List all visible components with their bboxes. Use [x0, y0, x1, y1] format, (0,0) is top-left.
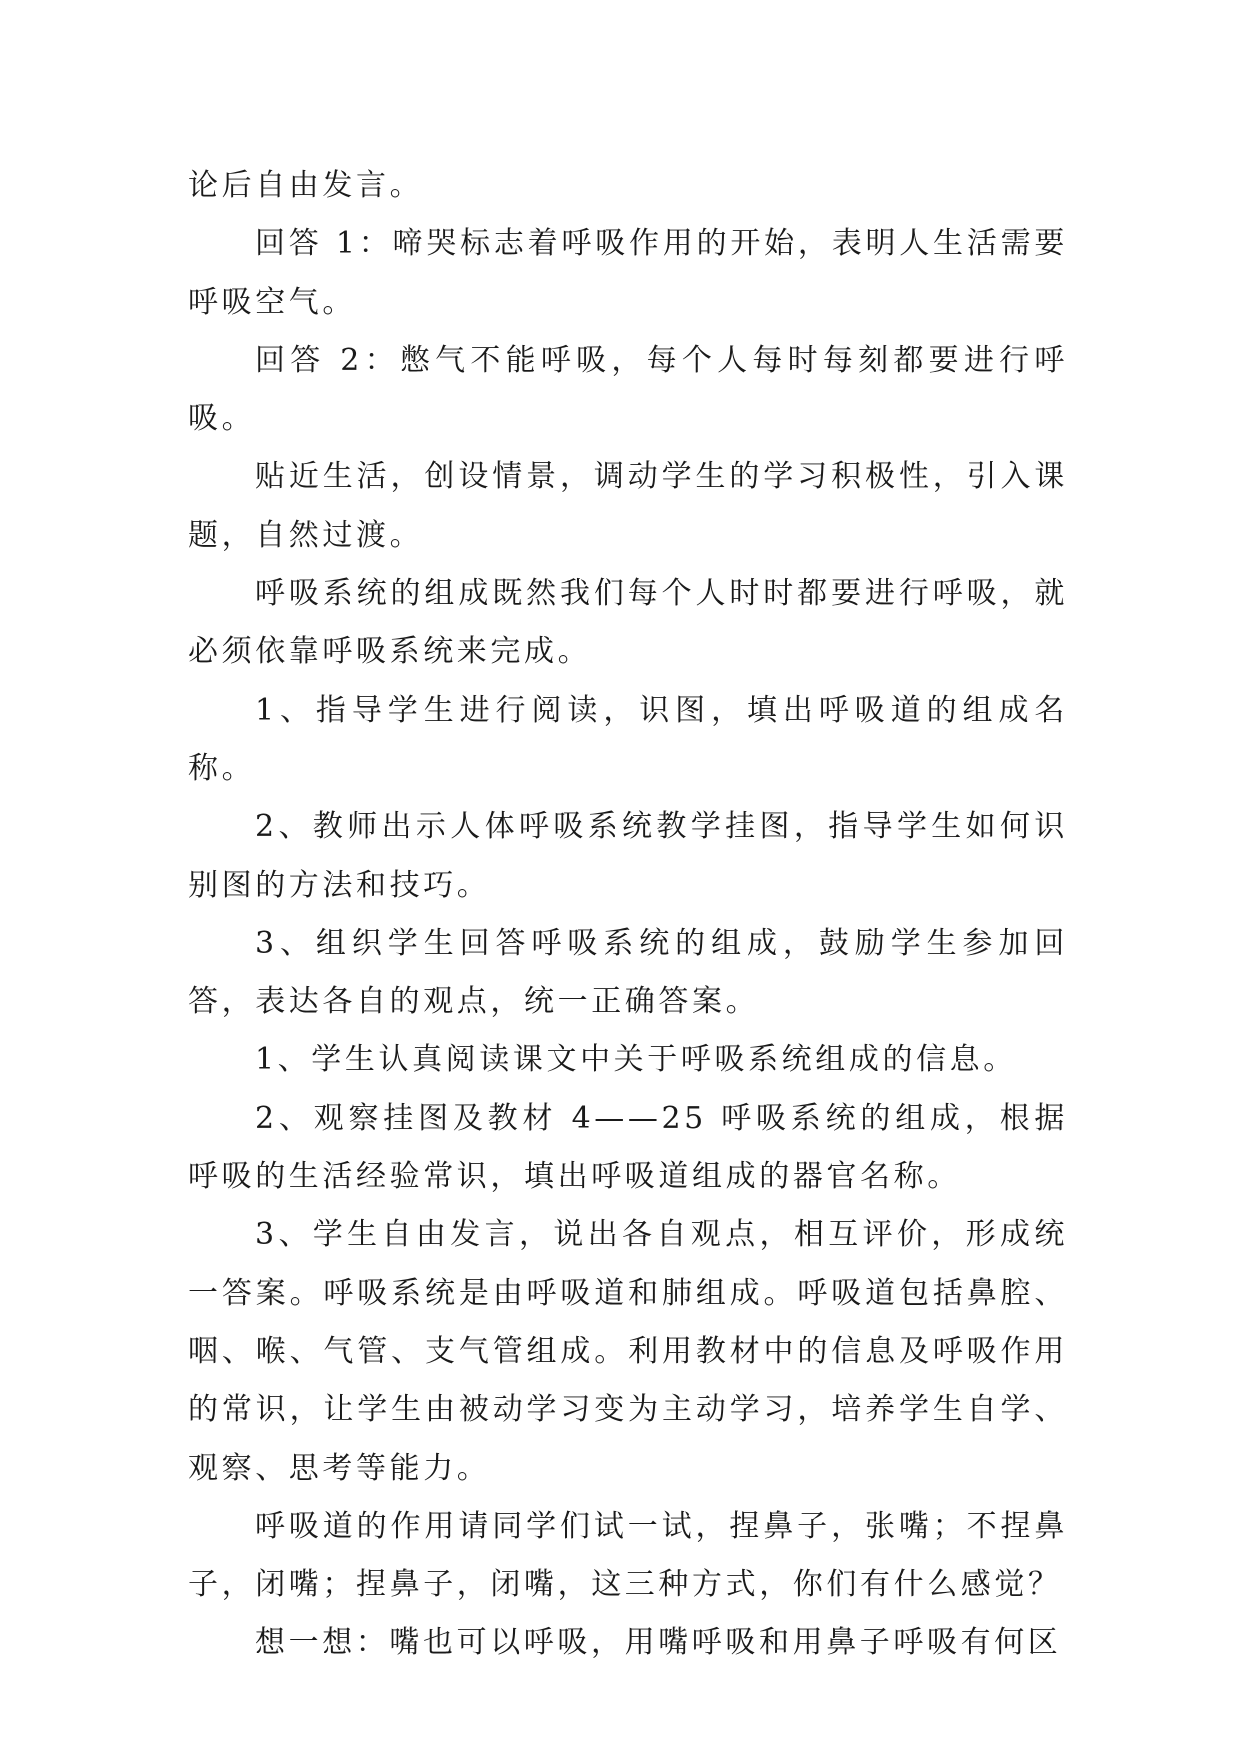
document-body	[188, 157, 1068, 1673]
paragraph-student-step-3: 3、学生自由发言，说出各自观点，相互评价，形成统一答案。呼吸系统是由呼吸道和肺组成。呼吸道包括鼻腔、咽、喉、气管、支气管组成。利用教材中的信息及呼吸作用的常识，让学生由被动学习变为主动学习，培养学生自学、观察、思考等能力。	[188, 1217, 1068, 1486]
paragraph-design-intent: 贴近生活，创设情景，调动学生的学习积极性，引入课题，自然过渡。	[188, 459, 1068, 553]
paragraph-continuation: 论后自由发言。	[188, 168, 424, 203]
paragraph-answer-1: 回答 1：啼哭标志着呼吸作用的开始，表明人生活需要呼吸空气。	[188, 226, 1068, 320]
paragraph-airway-function: 呼吸道的作用请同学们试一试，捏鼻子，张嘴；不捏鼻子，闭嘴；捏鼻子，闭嘴，这三种方式，你们有什么感觉？	[188, 1508, 1068, 1603]
paragraph-student-step-2: 2、观察挂图及教材 4——25 呼吸系统的组成，根据呼吸的生活经验常识，填出呼吸道组成的器官名称。	[188, 1100, 1068, 1195]
paragraph-teacher-step-3: 3、组织学生回答呼吸系统的组成，鼓励学生参加回答，表达各自的观点，统一正确答案。	[188, 925, 1068, 1020]
paragraph-answer-2: 回答 2：憋气不能呼吸，每个人每时每刻都要进行呼吸。	[188, 342, 1068, 437]
paragraph-teacher-step-2: 2、教师出示人体呼吸系统教学挂图，指导学生如何识别图的方法和技巧。	[188, 809, 1068, 903]
paragraph-think: 想一想：嘴也可以呼吸，用嘴呼吸和用鼻子呼吸有何区	[255, 1625, 1062, 1661]
paragraph-respiratory-system: 呼吸系统的组成既然我们每个人时时都要进行呼吸，就必须依靠呼吸系统来完成。	[188, 576, 1068, 670]
paragraph-teacher-step-1: 1、指导学生进行阅读，识图，填出呼吸道的组成名称。	[188, 692, 1068, 786]
paragraph-student-step-1: 1、学生认真阅读课文中关于呼吸系统组成的信息。	[255, 1042, 1017, 1078]
